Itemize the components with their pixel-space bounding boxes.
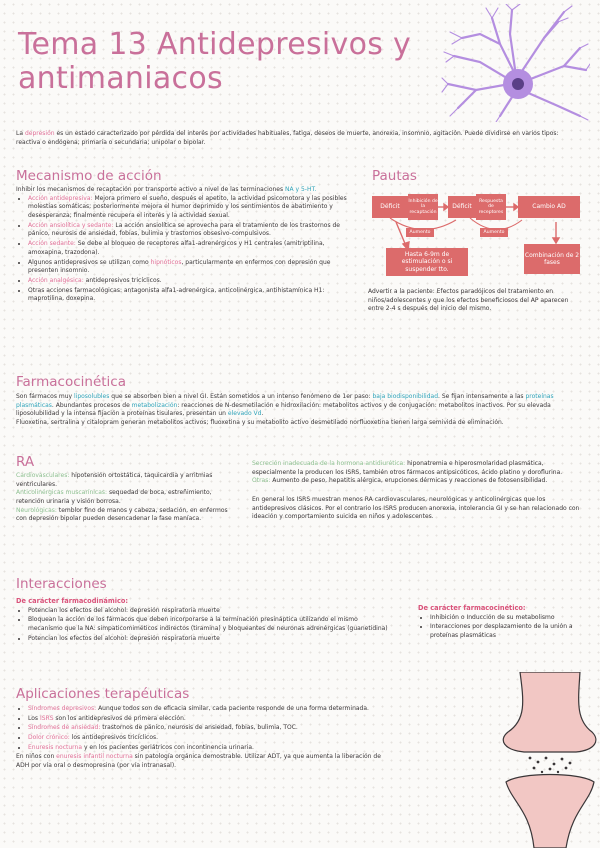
farmaco-paragraph-1: Son fármacos muy liposolubles que se absorben bien a nivel GI. Están sometidos a un intenso fenómeno de 1er paso: baja biodisponibilidad. Se fijan intensamente a las proteínas plasmáticas. Abundantes procesos de metabolización: reacciones de N-desmetilación e hidroxilación: metabolitos activos y de conjugación: metabolitos inactivos. Por su elevada liposolubilidad y la intensa fijación a proteínas tisulares, presentan un elevado Vd. — [16, 393, 554, 418]
mecanismo-section — [16, 186, 356, 305]
page-title: Tema 13 Antidepresivos y antimaniacos — [18, 27, 412, 96]
flow-box-deficit-2: Déficit — [448, 196, 476, 218]
mecanismo-lead: Inhibir los mecanismos de recaptación por transporte activo a nivel de las terminaciones NA y 5-HT. — [16, 186, 317, 193]
flow-box-deficit-1: Déficit — [372, 196, 408, 218]
list-item: • Potencian los efectos del alcohol: depresión respiratoria muerte — [28, 607, 392, 616]
farmaco-section — [16, 393, 584, 428]
flow-label-aumento-1: Aumento — [406, 228, 434, 237]
pautas-flow — [372, 190, 592, 280]
list-item: • Potencian los efectos del alcohol: depresión respiratoria muerte — [28, 635, 392, 644]
pautas-note: Advertir a la paciente: Efectos paradójicos del tratamiento en niños/adolescentes y que los efectos beneficiosos del AP aparecen entre 2-4 s después del inicio del mismo. — [368, 288, 569, 313]
interacciones-left — [16, 597, 392, 644]
flow-box-combinacion: Combinación de 2 fases — [524, 244, 580, 274]
flow-box-cambio: Cambio AD — [518, 196, 580, 218]
ra-left — [16, 472, 228, 524]
farmaco-paragraph-2: Fluoxetina, sertralina y citalopram generan metabolitos activos; fluoxetina y su metabolito activo desmetilado norfluoxetina tienen larga semivida de eliminación. — [16, 419, 504, 427]
ra-item: Secreción inadecuada de la hormona antidiurética: hiponatremia e hiperosmolaridad plasmática, especialmente la producen los ISRS, también otros fármacos antipsicóticos, ácido platino y doroflurina. — [252, 460, 563, 476]
list-item: • Acción antidepresiva: Mejora primero el sueño, después el apetito, la actividad psicomotora y las posibles molestias somáticas; posteriormente mejora el humor deprimido y los sentimientos de abatimiento y desesperanza; finalmente recupera el interés y la actividad sexual. — [28, 195, 356, 221]
flow-box-inhibicion: Inhibición de la recaptación — [408, 194, 438, 220]
list-item: • Síndromes de ansiedad: trastornos de pánico, neurosis de ansiedad, fobias, bulimia, TOC. — [28, 724, 396, 733]
list-item: • Acción sedante: Se debe al bloqueo de receptores alfa1-adrenérgicos y H1 centrales (amitriptilina, amoxapina, trazodona). — [28, 240, 356, 257]
farmaco-heading: Farmacocinética — [16, 374, 126, 390]
list-item: • Algunos antidepresivos se utilizan como hipnóticos, particularmente en enfermos con depresión que presenten insomnio. — [28, 259, 356, 276]
interacciones-left-subtitle: De carácter farmacodinámico: — [16, 597, 129, 605]
interacciones-heading: Interacciones — [16, 576, 107, 592]
aplicaciones-list — [16, 705, 396, 752]
aplicaciones-last: En niños con enuresis infantil nocturna sin patología orgánica demostrable. Utilizar ADT, ya que aumenta la liberación de ADH por vía oral o desmopresina (por vía intranasal). — [16, 753, 381, 770]
list-item: • Bloquean la acción de los fármacos que deben incorporarse a la terminación presináptica utilizando el mismo mecanismo que la NA: simpaticomiméticos indirectos (tiramina) y bloqueantes de neuronas adrenérgicas (guanetidina) — [28, 616, 392, 633]
aplicaciones-section — [16, 705, 396, 771]
list-item: • Inhibición o Inducción de su metabolismo — [430, 614, 584, 623]
list-item: • Enuresis nocturna y en los pacientes geriátricos con incontinencia urinaria. — [28, 744, 396, 753]
ra-item: Anticolinérgicas muscarínicas: sequedad de boca, estreñimiento, retención urinaria y visión borrosa. — [16, 489, 212, 506]
aplicaciones-heading: Aplicaciones terapéuticas — [16, 686, 190, 702]
ra-paragraph: En general los ISRS muestran menos RA cardiovasculares, neurológicas y anticolinérgicas que los antidepresivos clásicos. Por el contrario los ISRS producen anorexia, intolerancia GI y se han relacionado con ideación y comportamiento suicida en niños y adolescentes. — [252, 496, 580, 521]
intro-term: depresión — [24, 130, 55, 137]
pautas-heading: Pautas — [372, 168, 417, 184]
list-item: • Síndromes depresivos: Aunque todos son de eficacia similar, cada paciente responde de una forma determinada. — [28, 705, 396, 714]
ra-right — [252, 460, 584, 522]
flow-box-respuesta: Respuesta de receptores — [476, 194, 506, 220]
synapse-illustration — [500, 672, 600, 848]
ra-item: Otras: Aumento de peso, hepatitis alérgica, erupciones dérmicas y reacciones de fotosensibilidad. — [252, 477, 548, 485]
list-item: • Acción ansiolítica y sedante: La acción ansiolítica se aprovecha para el tratamiento de los trastornos de pánico, neurosis de ansiedad, fobias, bulimia y trastornos obsesivo-compulsivos. — [28, 222, 356, 239]
list-item: • Los ISRS son los antidepresivos de primera elección. — [28, 715, 396, 724]
interacciones-right-list — [418, 614, 584, 641]
list-item: • Dolor crónico: los antidepresivos tricíclicos. — [28, 734, 396, 743]
ra-heading: RA — [16, 454, 35, 470]
list-item: • Otras acciones farmacológicas: antagonista alfa1-adrenérgica, anticolinérgica, antihistamínica H1: maprotilina, doxepina. — [28, 287, 356, 304]
interacciones-right-subtitle: De carácter farmacocinético: — [418, 604, 526, 612]
intro-paragraph: La depresión es un estado caracterizado por pérdida del interés por actividades habituales, fatiga, deseos de muerte, anorexia, insomnio, agitación. Puede dividirse en varios tipos: reactiva o endógena; primaria o secundaria; unipolar o bipolar. — [16, 130, 559, 146]
interacciones-right — [418, 604, 584, 642]
list-item: • Interacciones por desplazamiento de la unión a proteínas plasmáticas — [430, 623, 584, 640]
mecanismo-heading: Mecanismo de acción — [16, 168, 162, 184]
list-item: • Acción analgésica: antidepresivos tricíclicos. — [28, 277, 356, 286]
flow-box-hasta: Hasta 6-9m de estimulación o si suspender tto. — [386, 248, 468, 276]
ra-item: Neurológicas: temblor fino de manos y cabeza, sedación, en enfermos con depresión bipolar pueden desencadenar la fase maníaca. — [16, 506, 228, 523]
ra-item: Cardiovasculares: hipotensión ortostática, taquicardia y arritmias ventriculares. — [16, 472, 213, 488]
interacciones-left-list — [16, 607, 392, 644]
mecanismo-list — [16, 195, 356, 304]
flow-label-aumento-2: Aumento — [480, 228, 508, 237]
